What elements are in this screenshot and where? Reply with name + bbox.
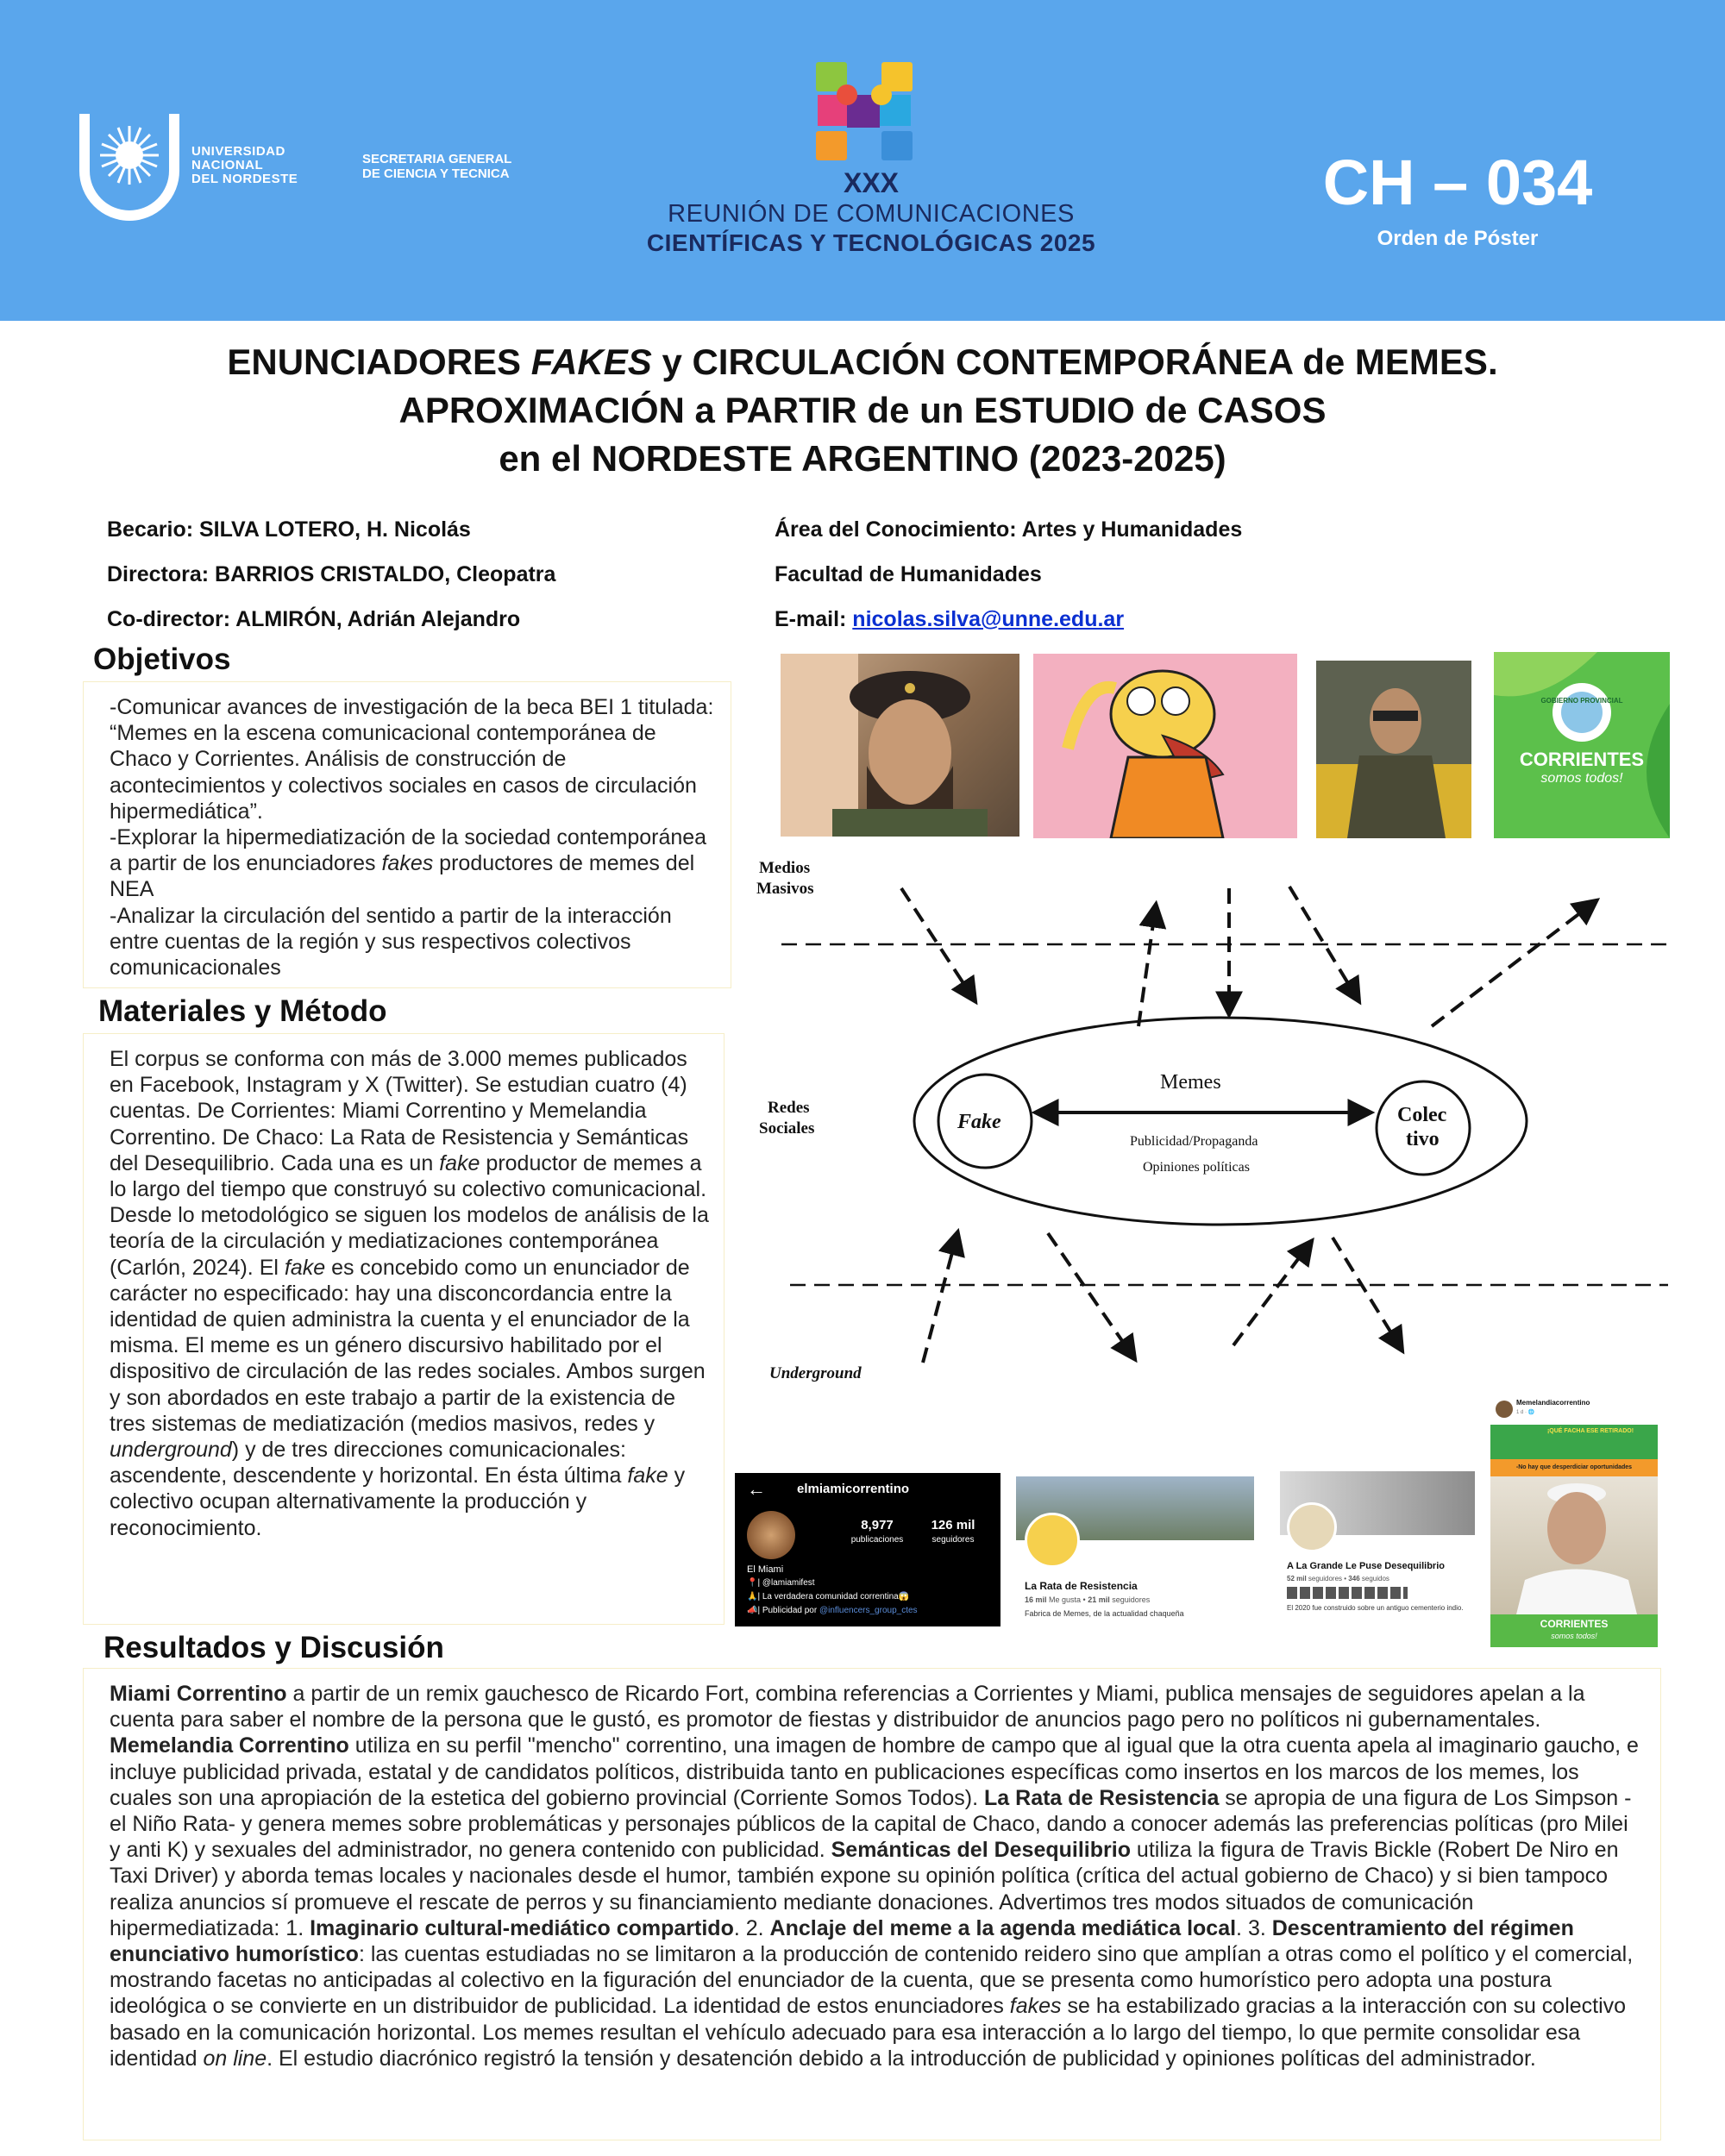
desequilibrio-avatar	[1287, 1502, 1337, 1552]
fake-label: Fake	[957, 1111, 1001, 1133]
resultados-box	[83, 1668, 1661, 2140]
event-number: XXX	[843, 167, 900, 198]
codirector: Co-director: ALMIRÓN, Adrián Alejandro	[107, 607, 521, 631]
directora: Directora: BARRIOS CRISTALDO, Cleopatra	[107, 562, 556, 586]
memelandia-footer-slogan: somos todos!	[1551, 1632, 1597, 1640]
opiniones-label: Opiniones políticas	[1143, 1160, 1250, 1175]
corrientes-logo-image	[1494, 652, 1670, 838]
memelandia-avatar	[1496, 1401, 1513, 1418]
rata-resistencia-image	[1033, 654, 1297, 838]
header-banner	[0, 0, 1725, 321]
taxi-driver-image	[1316, 661, 1471, 838]
redes-label-1: Redes	[768, 1099, 810, 1117]
underground-label: Underground	[769, 1364, 862, 1382]
objetivo-3: -Analizar la circulación del sentido a partir de la interacción entre cuentas de la región y sus respectivos colectivos comunicacionales	[110, 903, 672, 981]
redes-label-2: Sociales	[759, 1119, 815, 1138]
medios-label-1: Medios	[759, 859, 811, 877]
title-line2: APROXIMACIÓN a PARTIR de un ESTUDIO de CASOS	[398, 390, 1327, 430]
miami-followers-label: seguidores	[932, 1535, 975, 1545]
objetivos-heading: Objetivos	[93, 642, 231, 676]
miami-posts-label: publicaciones	[850, 1535, 904, 1545]
pope-portrait-image	[1490, 1476, 1658, 1614]
publicidad-label: Publicidad/Propaganda	[1130, 1134, 1258, 1149]
rata-description: Fabrica de Memes, de la actualidad chaqueña	[1025, 1609, 1184, 1618]
circulation-diagram	[750, 854, 1690, 1406]
miami-instagram-screenshot	[735, 1473, 1000, 1626]
corrientes-brand-text: CORRIENTES	[1519, 749, 1645, 770]
friend-avatars	[1287, 1587, 1408, 1599]
miami-name: El Miami	[747, 1564, 784, 1575]
escudo-label: GOBIERNO PROVINCIAL	[1540, 697, 1623, 705]
desequilibrio-description: El 2020 fue construido sobre un antiguo cementerio indio.	[1287, 1604, 1464, 1612]
ralph-rat-cartoon-image	[1033, 654, 1297, 838]
desequilibrio-facebook-screenshot	[1280, 1471, 1475, 1626]
colectivo-label-2: tivo	[1406, 1128, 1440, 1150]
medios-label-2: Masivos	[756, 880, 814, 898]
rata-stats: 16 mil Me gusta • 21 mil seguidores	[1025, 1595, 1151, 1604]
memelandia-footer-text: CORRIENTES	[1540, 1618, 1609, 1630]
materiales-heading: Materiales y Método	[98, 994, 387, 1028]
colectivo-label-1: Colec	[1397, 1104, 1447, 1126]
objetivo-1: -Comunicar avances de investigación de la beca BEI 1 titulada: “Memes en la escena comunicacional contemporánea de Chaco y Corrientes. Análisis de construcción de acontecimientos y colectivos sociales en casos de circulación hipermediática”.	[110, 695, 714, 824]
memelandia-banner-text: ¡QUÉ FACHA ESE RETIRADO!	[1546, 1428, 1634, 1434]
desequilibrio-stats: 52 mil seguidores • 346 seguidos	[1287, 1575, 1389, 1583]
rata-avatar	[1025, 1513, 1080, 1568]
event-logo	[812, 60, 916, 164]
title-line1: ENUNCIADORES FAKES y CIRCULACIÓN CONTEMPORÁNEA de MEMES.	[227, 342, 1498, 382]
faculty: Facultad de Humanidades	[775, 562, 1042, 586]
poster-title	[86, 338, 1639, 483]
event-name-line1: REUNIÓN DE COMUNICACIONES	[668, 200, 1075, 228]
author-list	[107, 507, 555, 642]
resultados-text: Miami Correntino a partir de un remix gauchesco de Ricardo Fort, combina referencias a Corrientes y Miami, publica mensajes de seguidores apelan a la cuenta para saber el nombre de la persona que le gustó, es promotor de fiestas y distribuidor de anuncios pago pero no políticos ni gubernamentales. Memelandia Correntino utiliza en su perfil "mencho" correntino, una imagen de hombre de campo que al igual que la otra cuenta apela al imaginario gaucho, e incluye publicidad privada, estatal y de candidatos políticos, distribuida tanto en publicaciones específicas como insertos en los marcos de los memes, los cuales son una apropiación de la estetica del gobierno provincial (Corriente Somos Todos). La Rata de Resistencia se apropia de una figura de Los Simpson -el Niño Rata- y genera memes sobre problemáticas y personajes públicos de la capital de Chaco, dando a conocer además las preferencias políticas (pro Milei y anti K) y sexuales del administrador, no genera contenido con publicidad. Semánticas del Desequilibrio utiliza la figura de Travis Bickle (Robert De Niro en Taxi Driver) y aborda temas locales y nacionales desde el humor, también expone su opinión política (crítica del actual gobierno de Chaco) y si bien tampoco realiza anuncios sí promueve el rescate de perros y su financiamiento mediante donaciones. Advertimos tres modos situados de comunicación hipermediatizada: 1. Imaginario cultural-mediático compartido. 2. Anclaje del meme a la agenda mediática local. 3. Descentramiento del régimen enunciativo humorístico: las cuentas estudiadas no se limitaron a la producción de contenido reidero sino que amplían a otras como el político y el comercial, mostrando facetas no anticipadas al colectivo en la figuración del enunciador de la cuenta, que se presenta como humorístico pero adopta una postura ideológica o se convierte en un distribuidor de publicidad. La identidad de estos enunciadores fakes se ha estabilizado gracias a la interacción con su colectivo basado en la comunicación horizontal. Los memes resultan el vehículo adecuado para esa interacción a lo largo del tiempo, lo que permite consolidar esa identidad on line. El estudio diacrónico registró la tensión y desatención debido a la introducción de publicidad y opiniones políticas del administrador.	[110, 1682, 1639, 2071]
poster-code: CH – 034	[1322, 147, 1593, 218]
becario: Becario: SILVA LOTERO, H. Nicolás	[107, 517, 471, 542]
objetivos-box	[83, 681, 731, 988]
corrientes-brand-image	[1494, 652, 1670, 838]
memelandia-meme-image	[1490, 1476, 1658, 1614]
memes-label: Memes	[1160, 1071, 1221, 1094]
university-name: UNIVERSIDAD NACIONAL DEL NORDESTE	[191, 144, 298, 186]
back-arrow-icon: ←	[747, 1478, 766, 1500]
materiales-box	[83, 1033, 724, 1625]
title-line3: en el NORDESTE ARGENTINO (2023-2025)	[499, 438, 1226, 479]
unne-logo	[78, 110, 181, 224]
miami-correntino-photo	[781, 654, 1019, 837]
memelandia-name: Memelandiacorrentino	[1516, 1399, 1590, 1407]
desequilibrio-name: A La Grande Le Puse Desequilibrio	[1287, 1561, 1445, 1571]
poster-order-label: Orden de Póster	[1377, 227, 1539, 250]
corrientes-slogan: somos todos!	[1540, 771, 1623, 786]
event-name-line2: CIENTÍFICAS Y TECNOLÓGICAS 2025	[646, 229, 1096, 256]
memelandia-facebook-screenshot	[1490, 1392, 1658, 1647]
memelandia-subtitle: -No hay que desperdiciar oportunidades	[1490, 1459, 1658, 1476]
rata-facebook-screenshot	[1016, 1476, 1254, 1623]
che-style-portrait-image	[781, 654, 1019, 837]
objetivo-2: -Explorar la hipermediatización de la sociedad contemporánea a partir de los enunciadores fakes productores de memes del NEA	[110, 825, 707, 902]
miami-bio-2: 🙏| La verdadera comunidad correntina😱	[747, 1592, 910, 1601]
email-line: E-mail: nicolas.silva@unne.edu.ar	[775, 607, 1125, 631]
miami-handle: elmiamicorrentino	[797, 1482, 910, 1496]
info-list	[775, 507, 1242, 642]
email-link[interactable]: nicolas.silva@unne.edu.ar	[852, 607, 1125, 631]
resultados-heading: Resultados y Discusión	[104, 1631, 444, 1664]
secretaria-name: SECRETARIA GENERAL DE CIENCIA Y TECNICA	[362, 152, 512, 181]
miami-posts: 8,977	[861, 1518, 894, 1532]
knowledge-area: Área del Conocimiento: Artes y Humanidades	[775, 517, 1243, 542]
miami-bio-3: 📣| Publicidad por @influencers_group_ctes	[747, 1606, 918, 1615]
miami-avatar	[747, 1511, 795, 1559]
rata-name: La Rata de Resistencia	[1025, 1580, 1138, 1592]
miami-bio-1: 📍| @lamiamifest	[747, 1578, 815, 1588]
memelandia-date: 1 d · 🌐	[1516, 1410, 1535, 1415]
materiales-text: El corpus se conforma con más de 3.000 memes publicados en Facebook, Instagram y X (Twitter). Se estudian cuatro (4) cuentas. De Corrientes: Miami Correntino y Memelandia Correntino. De Chaco: La Rata de Resistencia y Semánticas del Desequilibrio. Cada una es un fake productor de memes a lo largo del tiempo que construyó su colectivo comunicacional. Desde lo metodológico se siguen los modelos de análisis de la teoría de la circulación y mediatizaciones contemporánea (Carlón, 2024). El fake es concebido como un enunciador de carácter no especificado: hay una disconcordancia entre la identidad de quien administra la cuenta y el enunciador de la misma. El meme es un género discursivo habilitado por el dispositivo de circulación de las redes sociales. Ambos surgen y son abordados en este trabajo a partir de la existencia de tres sistemas de mediatización (medios masivos, redes y underground) y de tres direcciones comunicacionales: ascendente, descendente y horizontal. En ésta última fake y colectivo ocupan alternativamente la producción y reconocimiento.	[110, 1047, 709, 1540]
desequilibrio-photo	[1316, 661, 1471, 838]
miami-followers: 126 mil	[931, 1518, 975, 1532]
